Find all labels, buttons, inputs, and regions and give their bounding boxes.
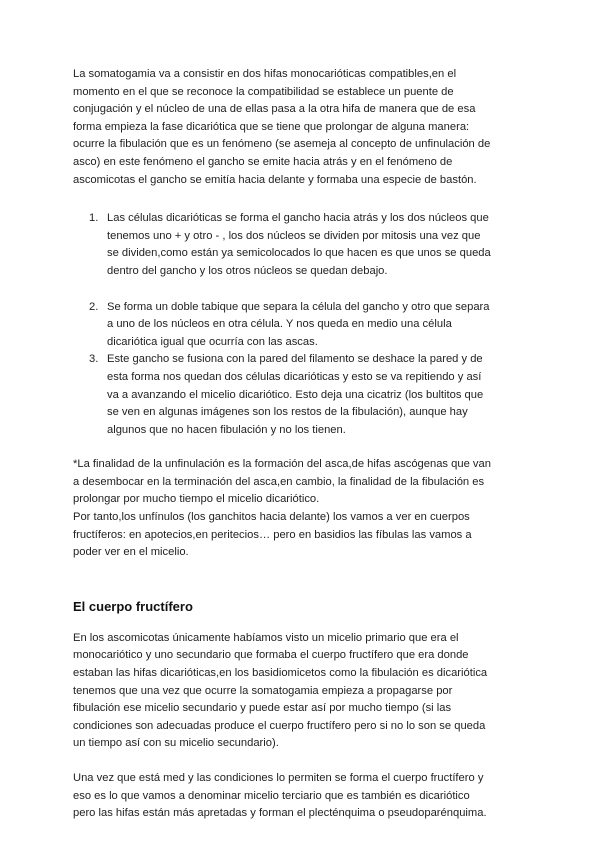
list-item-number: 1. — [89, 212, 99, 225]
intro-line: forma empieza la fase dicariótica que se tiene que prolongar de alguna manera: — [73, 120, 470, 133]
list-item-line: Las células dicarióticas se forma el gancho hacia atrás y los dos núcleos que — [107, 212, 489, 225]
list-item-line: tenemos uno + y otro - , los dos núcleos se dividen por mitosis una vez que — [107, 229, 481, 242]
intro-line: asco) en este fenómeno el gancho se emite hacia atrás y en el fenómeno de — [73, 155, 453, 168]
list-item-line: Este gancho se fusiona con la pared del filamento se deshace la pared y de — [107, 353, 483, 366]
list-item-line: se dividen,como están ya semicolocados lo que hacen es que unos se queda — [107, 247, 491, 260]
intro-line: conjugación y el núcleo de una de ellas pasa a la otra hifa de manera que de esa — [73, 103, 476, 116]
list-item-line: algunos que no hacen fibulación y no los tienen. — [107, 423, 346, 436]
list-item — [73, 299, 535, 352]
list-item — [73, 351, 535, 439]
paragraph-line: eso es lo que vamos a denominar micelio terciario que es también es dicariótico — [73, 789, 470, 802]
note-line: fructíferos: en apotecios,en peritecios… pero en basidios las fíbulas las vamos a — [73, 528, 472, 541]
paragraph-line: estaban las hifas dicarióticas,en los basidiomicetos como la fibulación es dicariótica — [73, 667, 488, 680]
list-item-line: a uno de los núcleos en otra célula. Y nos queda en medio una célula — [107, 318, 452, 331]
list-item-number: 2. — [89, 300, 99, 313]
note-line: a desembocar en la terminación del asca,en cambio, la finalidad de la fibulación es — [73, 475, 485, 488]
note-line: *La finalidad de la unfinulación es la formación del asca,de hifas ascógenas que van — [73, 458, 491, 471]
section-heading: El cuerpo fructífero — [73, 598, 193, 614]
paragraph-line: Una vez que está med y las condiciones lo permiten se forma el cuerpo fructífero y — [73, 772, 484, 784]
list-item-line: dicariótica igual que ocurría con las ascas. — [107, 335, 318, 348]
list-item — [73, 210, 535, 280]
cuerpo-paragraph-2 — [73, 770, 535, 823]
intro-line: ascomicotas el gancho se emitía hacia delante y formaba una especie de bastón. — [73, 173, 477, 186]
intro-line: ocurre la fibulación que es un fenómeno (se asemeja al concepto de unfinulación de — [73, 138, 491, 151]
note-paragraph — [73, 456, 535, 562]
paragraph-line: pero las hifas están más apretadas y forman el plecténquima o pseudoparénquima. — [73, 807, 487, 820]
paragraph-line: un tiempo así con su micelio secundario). — [73, 737, 279, 750]
note-line: poder ver en el micelio. — [73, 546, 189, 559]
intro-line: momento en el que se reconoce la compatibilidad se establece un puente de — [73, 85, 454, 98]
paragraph-line: tenemos que una vez que ocurre la somatogamia empieza a propagarse por — [73, 684, 453, 697]
intro-line: La somatogamia va a consistir en dos hifas monocarióticas compatibles,en el — [73, 68, 457, 80]
note-line: Por tanto,los unfínulos (los ganchitos hacia delante) los vamos a ver en cuerpos — [73, 511, 470, 524]
note-line: prolongar por mucho tiempo el micelio dicariótico. — [73, 493, 320, 506]
list-item-line: Se forma un doble tabique que separa la célula del gancho y otro que separa — [107, 300, 490, 313]
list-item-line: va a avanzando el micelio dicariótico. Esto deja una cicatriz (los bultitos que — [107, 388, 484, 401]
cuerpo-paragraph-1 — [73, 630, 535, 753]
list-item-line: dentro del gancho y los otros núcleos se quedan debajo. — [107, 264, 388, 277]
list-item-number: 3. — [89, 353, 99, 366]
paragraph-line: monocariótico y uno secundario que formaba el cuerpo fructífero que era donde — [73, 649, 469, 662]
paragraph-line: fibulación ese micelio secundario y puede estar así por mucho tiempo (si las — [73, 702, 452, 715]
intro-paragraph — [73, 66, 535, 189]
paragraph-line: condiciones son adecuadas produce el cuerpo fructífero pero si no lo son se queda — [73, 719, 486, 732]
steps-list — [73, 210, 535, 439]
list-item-line: esta forma nos quedan dos células dicarióticas y esto se va repitiendo y así — [107, 370, 482, 383]
list-item-line: se ven en algunas imágenes son los restos de la fibulación), aunque hay — [107, 406, 468, 419]
paragraph-line: En los ascomicotas únicamente habíamos visto un micelio primario que era el — [73, 631, 459, 644]
document-page — [73, 66, 535, 823]
